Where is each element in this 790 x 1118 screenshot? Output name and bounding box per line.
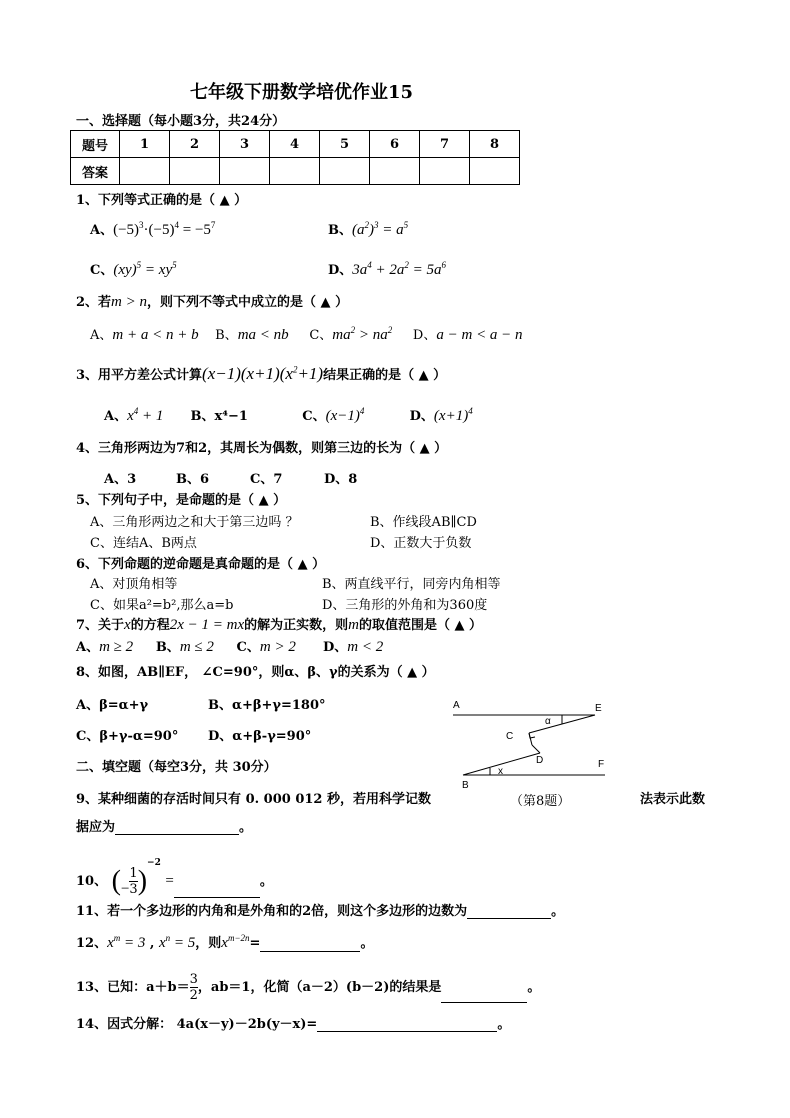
q5-option-d: D、正数大于负数 xyxy=(370,536,472,551)
q1-option-b: B、$(a^2)^3 = a^5$ xyxy=(328,220,409,238)
q1-option-a: A、$(-5)^3\cdot(-5)^4 = -5^7$ xyxy=(90,220,216,238)
table-row: 题号 1 2 3 4 5 6 7 8 xyxy=(71,131,520,158)
q3-stem: 3、用平方差公式计算$(x-1)(x+1)(x^2+1)$结果正确的是（ ▲ ） xyxy=(76,364,447,383)
section-choice-heading: 一、选择题（每小题3分，共24分） xyxy=(76,114,286,129)
label-x: x xyxy=(498,766,503,777)
q5-stem: 5、下列句子中，是命题的是（ ▲ ） xyxy=(76,493,287,508)
label-A: A xyxy=(453,700,460,711)
q1-stem: 1、下列等式正确的是（ ▲ ） xyxy=(76,193,248,208)
q8-option-c: C、β+γ-α=90° xyxy=(76,729,179,744)
q8-figure-caption: （第8题） xyxy=(510,794,571,809)
q12-text: 12、$x^m = 3$ , $x^n = 5$，则$x^{m-2n}=$ 。 xyxy=(76,933,374,951)
q8-option-a: A、β=α+γ xyxy=(76,698,149,713)
q11-text: 11、若一个多边形的内角和是外角和的2倍，则这个多边形的边数为 。 xyxy=(76,904,565,919)
q7-stem: 7、关于x的方程2x − 1 = mx的解为正实数，则m的取值范围是（ ▲ ） xyxy=(76,617,483,633)
table-row: 答案 xyxy=(71,158,520,185)
page-title: 七年级下册数学培优作业15 xyxy=(190,82,414,103)
q1-option-c: C、$(xy)^5 = xy^5$ xyxy=(90,260,177,278)
label-C: C xyxy=(506,731,514,742)
section-fill-heading: 二、填空题（每空3分，共 30分） xyxy=(76,760,277,775)
q8-stem: 8、如图，AB∥EF， ∠C=90°，则α、β、γ的关系为（ ▲ ） xyxy=(76,665,435,680)
label-E: E xyxy=(595,703,602,714)
q12-blank[interactable] xyxy=(260,937,360,952)
q2-stem: 2、若m > n，则下列不等式中成立的是（ ▲ ） xyxy=(76,294,349,310)
label-alpha: α xyxy=(545,716,551,727)
q4-option-b: B、6 xyxy=(176,472,210,487)
q10-text: 10、 (− $\frac{1}{3}$ )$^{-2}$ = 。 xyxy=(76,858,273,897)
label-B: B xyxy=(462,780,469,791)
q8-option-b: B、α+β+γ=180° xyxy=(208,698,326,713)
q8-option-d: D、α+β-γ=90° xyxy=(208,729,312,744)
q6-option-b: B、两直线平行，同旁内角相等 xyxy=(322,577,501,592)
q3-options: A、$x^4 + 1$ B、x⁴−1 C、$(x-1)^4$ D、$(x+1)^4$ xyxy=(104,406,473,424)
q2-options: A、m + a < n + b B、ma < nb C、$ma^2 > na^2$ D、a − m < a − n xyxy=(90,325,523,343)
q9-text-cont: 法表示此数 xyxy=(640,792,706,807)
q14-text: 14、因式分解： 4a(x－y)－2b(y－x)= 。 xyxy=(76,1017,511,1032)
q4-option-c: C、7 xyxy=(250,472,283,487)
q13-text: 13、已知：a＋b＝ $\frac{3}{2}$ ，ab＝1，化简（a－2）(b－2)的结果是 。 xyxy=(76,972,541,1003)
q14-blank[interactable] xyxy=(317,1017,497,1032)
q9-answer-line: 据应为 。 xyxy=(76,820,253,835)
q6-stem: 6、下列命题的逆命题是真命题的是（ ▲ ） xyxy=(76,557,326,572)
q5-option-c: C、连结A、B两点 xyxy=(90,536,197,551)
q8-figure xyxy=(450,695,620,795)
answer-table xyxy=(70,130,520,185)
label-F: F xyxy=(598,759,605,770)
label-D: D xyxy=(536,755,544,766)
q9-text: 9、某种细菌的存活时间只有 0. 000 012 秒，若用科学记数 xyxy=(76,792,431,807)
q6-option-c: C、如果a²=b²,那么a=b xyxy=(90,598,234,613)
q5-option-a: A、三角形两边之和大于第三边吗 ？ xyxy=(90,515,299,530)
q4-option-a: A、3 xyxy=(104,472,137,487)
q10-blank[interactable] xyxy=(174,883,260,898)
q11-blank[interactable] xyxy=(467,904,551,919)
q6-option-d: D、三角形的外角和为360度 xyxy=(322,598,488,613)
q4-stem: 4、三角形两边为7和2，其周长为偶数，则第三边的长为（ ▲ ） xyxy=(76,441,448,456)
q4-option-d: D、8 xyxy=(324,472,358,487)
q9-blank[interactable] xyxy=(115,820,239,835)
q1-option-d: D、$3a^4 + 2a^2 = 5a^6$ xyxy=(328,260,447,278)
q7-options: A、m ≥ 2 B、m ≤ 2 C、m > 2 D、m < 2 xyxy=(76,639,384,655)
q5-option-b: B、作线段AB∥CD xyxy=(370,515,477,530)
q6-option-a: A、对顶角相等 xyxy=(90,577,178,592)
q13-blank[interactable] xyxy=(441,988,527,1003)
